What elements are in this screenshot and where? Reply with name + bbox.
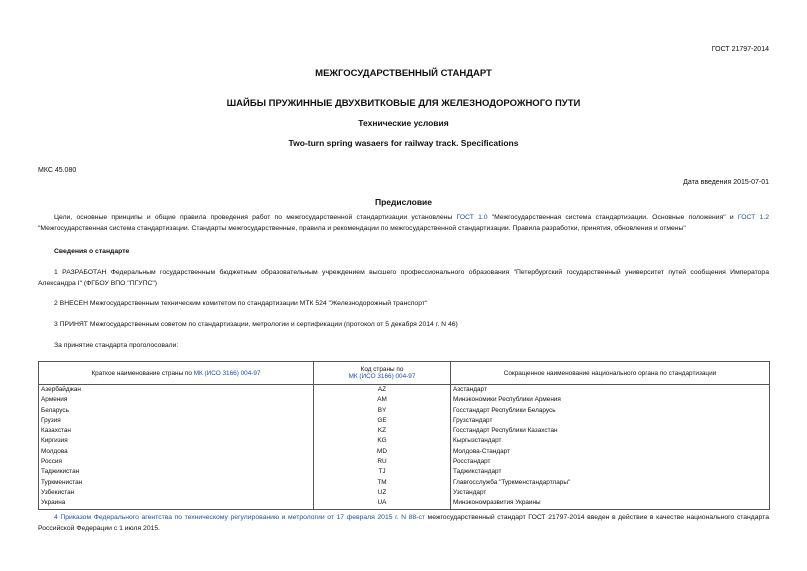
country-code: UA xyxy=(314,498,451,509)
table-row xyxy=(39,457,770,467)
item-3-text: 3 ПРИНЯТ Межгосударственным советом по стандартизации, метрологии и сертификации (протокол от 5 декабря 2014 г. N 46) xyxy=(54,321,458,328)
standards-body: Узстандарт xyxy=(451,488,770,498)
vote-intro-text: За принятие стандарта проголосовали: xyxy=(54,342,179,349)
country-code: BY xyxy=(314,406,451,416)
standard-name-ru: ШАЙБЫ ПРУЖИННЫЕ ДВУХВИТКОВЫЕ ДЛЯ ЖЕЛЕЗНОДОРОЖНОГО ПУТИ xyxy=(226,98,581,109)
country-code: AZ xyxy=(314,385,451,396)
table-row xyxy=(39,406,770,416)
country-code: UZ xyxy=(314,488,451,498)
table-header-code xyxy=(314,362,451,385)
standards-body: Росстандарт xyxy=(451,457,770,467)
item-1-developed xyxy=(38,268,769,289)
country-name: Грузия xyxy=(39,416,314,426)
item-4-enacted xyxy=(38,513,769,534)
gost-1-2-link[interactable]: ГОСТ 1.2 xyxy=(737,214,769,221)
item-2-text: 2 ВНЕСЕН Межгосударственным техническим комитетом по стандартизации МТК 524 "Железнодорожный транспорт" xyxy=(54,300,428,307)
table-row xyxy=(39,478,770,488)
standards-body: Грузстандарт xyxy=(451,416,770,426)
foreword-text-b: "Межгосударственная система стандартизации. Основные положения" и xyxy=(487,214,738,221)
country-name: Россия xyxy=(39,457,314,467)
vote-intro xyxy=(38,341,769,352)
country-name: Узбекистан xyxy=(39,488,314,498)
country-name: Таджикистан xyxy=(39,467,314,477)
table-header-country-text: Краткое наименование страны по xyxy=(91,369,194,377)
country-name: Армения xyxy=(39,395,314,405)
country-code: KZ xyxy=(314,426,451,436)
foreword-text-c: "Межгосударственная система стандартизации. Стандарты межгосударственные, правила и рекомендации по межгосударственной стандартизации. Правила разработки, принятия, обновления и отмены" xyxy=(38,224,686,232)
gost-1-0-link[interactable]: ГОСТ 1.0 xyxy=(456,214,488,221)
standards-body: Молдова-Стандарт xyxy=(451,447,770,457)
item-2-submitted xyxy=(38,299,769,310)
standards-body: Кыргызстандарт xyxy=(451,436,770,446)
standard-name-en: Two-turn spring wasaers for railway track. Specifications xyxy=(288,138,519,148)
country-name: Украина xyxy=(39,498,314,509)
country-code: TM xyxy=(314,478,451,488)
table-header-row xyxy=(39,362,770,385)
table-row xyxy=(39,467,770,477)
mk-iso-3166-code-link[interactable]: МК (ИСО 3166) 004-97 xyxy=(348,373,416,380)
mks-code: МКС 45.080 xyxy=(38,167,77,174)
document-code: ГОСТ 21797-2014 xyxy=(711,46,769,53)
table-row xyxy=(39,416,770,426)
foreword-paragraph xyxy=(38,213,769,234)
introduction-date: Дата введения 2015-07-01 xyxy=(683,179,769,186)
mk-iso-3166-link[interactable]: МК (ИСО 3166) 004-97 xyxy=(193,369,261,377)
country-code: TJ xyxy=(314,467,451,477)
item-3-adopted xyxy=(38,320,769,331)
standards-body: Таджикстандарт xyxy=(451,467,770,477)
country-name: Туркменистан xyxy=(39,478,314,488)
table-header-body: Сокращенное наименование национального органа по стандартизации xyxy=(451,362,770,385)
table-row xyxy=(39,426,770,436)
country-code: GE xyxy=(314,416,451,426)
standard-subtitle-ru: Технические условия xyxy=(358,118,449,128)
rosstandart-order-link[interactable]: 4 Приказом Федерального агентства по техническому регулированию и метрологии от 17 февраля 2015 г. N 88-ст xyxy=(54,514,425,521)
country-code: AM xyxy=(314,395,451,405)
about-standard-heading xyxy=(38,247,769,258)
table-row xyxy=(39,447,770,457)
country-name: Беларусь xyxy=(39,406,314,416)
item-4-text: межгосударственный стандарт ГОСТ 21797-2014 введен в действие в качестве национального стандарта Российской Федерации с 1 июля 2015. xyxy=(38,514,769,532)
about-standard-heading-text: Сведения о стандарте xyxy=(54,248,130,255)
country-name: Молдова xyxy=(39,447,314,457)
table-header-code-text: Код страны по xyxy=(360,366,404,373)
country-code: KG xyxy=(314,436,451,446)
standard-type-title: МЕЖГОСУДАРСТВЕННЫЙ СТАНДАРТ xyxy=(315,68,492,79)
standards-body: Минэкономики Республики Армения xyxy=(451,395,770,405)
foreword-text-a: Цели, основные принципы и общие правила проведения работ по межгосударственной стандартизации установлены xyxy=(54,214,457,221)
country-code: RU xyxy=(314,457,451,467)
standards-body: Минэкономразвития Украины xyxy=(451,498,770,509)
standards-body: Азстандарт xyxy=(451,385,770,396)
table-row xyxy=(39,395,770,405)
table-row xyxy=(39,436,770,446)
voting-countries-table xyxy=(38,361,770,510)
country-name: Киргизия xyxy=(39,436,314,446)
table-row xyxy=(39,498,770,509)
table-row xyxy=(39,385,770,396)
standards-body: Госстандарт Республики Беларусь xyxy=(451,406,770,416)
country-name: Казахстан xyxy=(39,426,314,436)
table-header-country xyxy=(39,362,314,385)
country-code: MD xyxy=(314,447,451,457)
standards-body: Госстандарт Республики Казахстан xyxy=(451,426,770,436)
foreword-heading: Предисловие xyxy=(374,197,433,207)
table-row xyxy=(39,488,770,498)
item-1-text: 1 РАЗРАБОТАН Федеральным государственным бюджетным образовательным учреждением высшего профессионального образования "Петербургский государственный университет путей сообщения Императора Александра I" (ФГБОУ ВПО "ПГУПС") xyxy=(38,269,769,287)
standards-body: Главгосслужба "Туркменстандартлары" xyxy=(451,478,770,488)
country-name: Азербайджан xyxy=(39,385,314,396)
